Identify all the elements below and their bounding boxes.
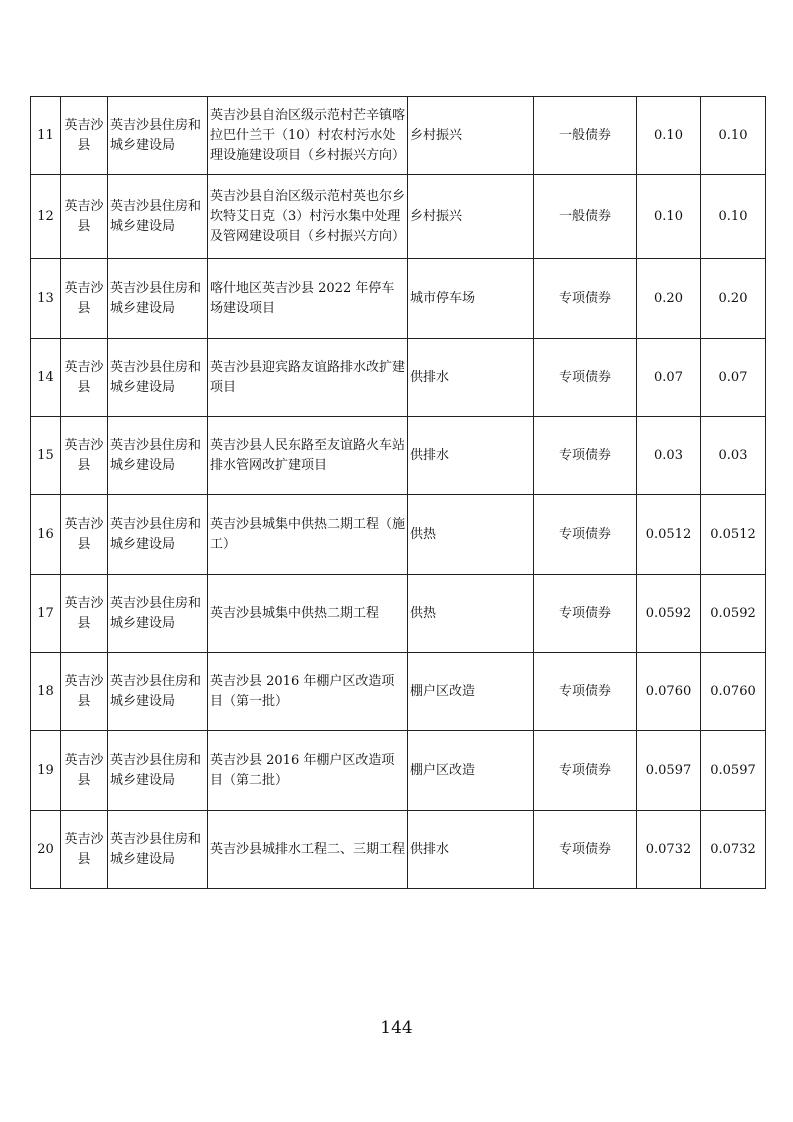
debt-project-table [30, 96, 766, 889]
cell-bond-type: 一般债券 [534, 97, 637, 175]
cell-bond-type: 专项债券 [534, 259, 637, 339]
cell-bond-type: 专项债券 [534, 811, 637, 889]
cell-bond-type: 专项债券 [534, 339, 637, 417]
cell-row-number: 20 [31, 811, 61, 889]
cell-region: 英吉沙县 [61, 731, 108, 811]
table-row [31, 731, 766, 811]
cell-project-name: 英吉沙县 2016 年棚户区改造项目（第二批） [208, 731, 408, 811]
cell-project-name: 英吉沙县人民东路至友谊路火车站排水管网改扩建项目 [208, 417, 408, 495]
cell-row-number: 12 [31, 175, 61, 259]
cell-field: 乡村振兴 [408, 175, 534, 259]
cell-amount: 0.07 [637, 339, 701, 417]
table-row [31, 495, 766, 575]
table-row [31, 339, 766, 417]
cell-unit: 英吉沙县住房和城乡建设局 [108, 653, 208, 731]
cell-project-name: 喀什地区英吉沙县 2022 年停车场建设项目 [208, 259, 408, 339]
cell-row-number: 14 [31, 339, 61, 417]
cell-amount-issued: 0.20 [701, 259, 766, 339]
cell-row-number: 18 [31, 653, 61, 731]
cell-amount: 0.10 [637, 97, 701, 175]
cell-amount: 0.10 [637, 175, 701, 259]
cell-bond-type: 专项债券 [534, 653, 637, 731]
cell-amount-issued: 0.0597 [701, 731, 766, 811]
cell-field: 供排水 [408, 339, 534, 417]
cell-amount: 0.03 [637, 417, 701, 495]
cell-region: 英吉沙县 [61, 811, 108, 889]
cell-project-name: 英吉沙县自治区级示范村英也尔乡坎特艾日克（3）村污水集中处理及管网建设项目（乡村振兴方向） [208, 175, 408, 259]
cell-amount: 0.0592 [637, 575, 701, 653]
cell-amount-issued: 0.07 [701, 339, 766, 417]
cell-row-number: 16 [31, 495, 61, 575]
cell-bond-type: 专项债券 [534, 575, 637, 653]
cell-row-number: 19 [31, 731, 61, 811]
cell-region: 英吉沙县 [61, 259, 108, 339]
table-row [31, 259, 766, 339]
cell-project-name: 英吉沙县城集中供热二期工程（施工） [208, 495, 408, 575]
cell-amount-issued: 0.0512 [701, 495, 766, 575]
cell-unit: 英吉沙县住房和城乡建设局 [108, 417, 208, 495]
table-row [31, 811, 766, 889]
cell-row-number: 11 [31, 97, 61, 175]
cell-unit: 英吉沙县住房和城乡建设局 [108, 731, 208, 811]
cell-amount: 0.0597 [637, 731, 701, 811]
cell-field: 供排水 [408, 811, 534, 889]
cell-row-number: 17 [31, 575, 61, 653]
cell-row-number: 13 [31, 259, 61, 339]
cell-unit: 英吉沙县住房和城乡建设局 [108, 97, 208, 175]
cell-amount-issued: 0.03 [701, 417, 766, 495]
cell-amount-issued: 0.10 [701, 175, 766, 259]
cell-project-name: 英吉沙县 2016 年棚户区改造项目（第一批） [208, 653, 408, 731]
cell-unit: 英吉沙县住房和城乡建设局 [108, 811, 208, 889]
cell-amount: 0.0732 [637, 811, 701, 889]
cell-field: 供排水 [408, 417, 534, 495]
page-number: 144 [380, 1018, 413, 1038]
cell-unit: 英吉沙县住房和城乡建设局 [108, 175, 208, 259]
cell-amount: 0.20 [637, 259, 701, 339]
cell-unit: 英吉沙县住房和城乡建设局 [108, 259, 208, 339]
cell-amount-issued: 0.0760 [701, 653, 766, 731]
table-row [31, 653, 766, 731]
cell-amount: 0.0512 [637, 495, 701, 575]
cell-project-name: 英吉沙县城排水工程二、三期工程 [208, 811, 408, 889]
cell-amount: 0.0760 [637, 653, 701, 731]
cell-region: 英吉沙县 [61, 97, 108, 175]
cell-bond-type: 专项债券 [534, 417, 637, 495]
cell-field: 棚户区改造 [408, 731, 534, 811]
table-row [31, 575, 766, 653]
cell-bond-type: 专项债券 [534, 731, 637, 811]
cell-unit: 英吉沙县住房和城乡建设局 [108, 495, 208, 575]
cell-field: 乡村振兴 [408, 97, 534, 175]
table-body [31, 97, 766, 889]
cell-project-name: 英吉沙县自治区级示范村芒辛镇喀拉巴什兰干（10）村农村污水处理设施建设项目（乡村振兴方向） [208, 97, 408, 175]
cell-project-name: 英吉沙县迎宾路友谊路排水改扩建项目 [208, 339, 408, 417]
table-row [31, 175, 766, 259]
cell-bond-type: 一般债券 [534, 175, 637, 259]
table-row [31, 97, 766, 175]
cell-region: 英吉沙县 [61, 417, 108, 495]
cell-unit: 英吉沙县住房和城乡建设局 [108, 339, 208, 417]
cell-region: 英吉沙县 [61, 575, 108, 653]
cell-amount-issued: 0.0592 [701, 575, 766, 653]
cell-field: 棚户区改造 [408, 653, 534, 731]
cell-field: 供热 [408, 575, 534, 653]
cell-region: 英吉沙县 [61, 175, 108, 259]
cell-region: 英吉沙县 [61, 339, 108, 417]
cell-region: 英吉沙县 [61, 653, 108, 731]
cell-field: 城市停车场 [408, 259, 534, 339]
table-row [31, 417, 766, 495]
cell-region: 英吉沙县 [61, 495, 108, 575]
cell-amount-issued: 0.10 [701, 97, 766, 175]
cell-row-number: 15 [31, 417, 61, 495]
cell-bond-type: 专项债券 [534, 495, 637, 575]
cell-field: 供热 [408, 495, 534, 575]
cell-project-name: 英吉沙县城集中供热二期工程 [208, 575, 408, 653]
cell-amount-issued: 0.0732 [701, 811, 766, 889]
cell-unit: 英吉沙县住房和城乡建设局 [108, 575, 208, 653]
